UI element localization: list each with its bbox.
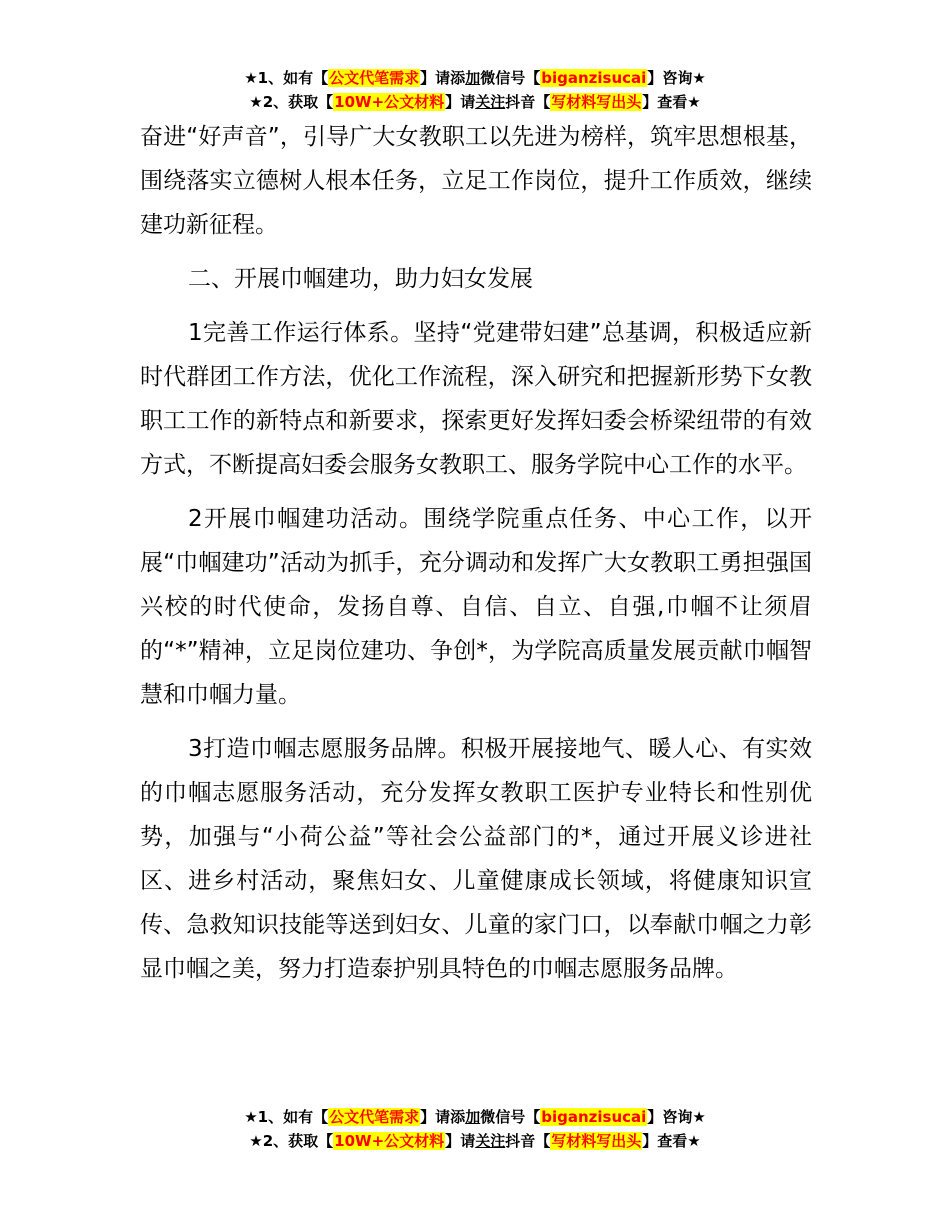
bracket: 【 — [525, 69, 541, 87]
highlight-douyin-account: 写材料写出头 — [551, 93, 642, 111]
bracket: 【 — [313, 1108, 329, 1126]
bracket: 】 — [445, 1132, 461, 1150]
bracket: 】 — [445, 93, 461, 111]
bracket: 】 — [642, 93, 658, 111]
banner-text: 咨询★ — [662, 69, 706, 87]
highlight-materials: 10W+公文材料 — [334, 93, 445, 111]
banner-text: ★1、如有 — [244, 1108, 314, 1126]
banner-text: 抖音 — [505, 93, 536, 111]
paragraph-item-3: 3打造巾帼志愿服务品牌。积极开展接地气、暖人心、有实效的巾帼志愿服务活动，充分发挥女教职工医护专业特长和性别优势，加强与“小荷公益”等社会公益部门的*，通过开展义诊进社区、进乡村活动，聚焦妇女、儿童健康成长领域，将健康知识宣传、急救知识技能等送到妇女、儿童的家门口，以奉献巾帼之力彰显巾帼之美，努力打造泰护别具特色的巾帼志愿服务品牌。 — [140, 736, 812, 982]
banner-text: 微信号 — [480, 69, 526, 87]
highlight-wechat-id: biganzisucai — [541, 1108, 647, 1126]
bracket: 【 — [318, 1132, 334, 1150]
banner-text: 请添 — [435, 69, 466, 87]
bracket: 】 — [420, 1108, 436, 1126]
banner-text: ★2、获取 — [249, 1132, 319, 1150]
bracket: 【 — [318, 93, 334, 111]
bracket: 】 — [420, 69, 436, 87]
banner-text: 请添 — [435, 1108, 466, 1126]
highlight-ghostwriting: 公文代笔需求 — [329, 69, 420, 87]
banner-text: 抖音 — [505, 1132, 536, 1150]
banner-line-1 — [0, 66, 950, 90]
banner-underlined-text: 加 — [465, 69, 481, 87]
banner-text: 查看★ — [657, 93, 701, 111]
banner-underlined-text: 加 — [465, 1108, 481, 1126]
banner-text: 查看★ — [657, 1132, 701, 1150]
bracket: 】 — [642, 1132, 658, 1150]
banner-text: 请 — [460, 93, 476, 111]
banner-line-2 — [0, 1129, 950, 1153]
highlight-ghostwriting: 公文代笔需求 — [329, 1108, 420, 1126]
highlight-wechat-id: biganzisucai — [541, 69, 647, 87]
bracket: 【 — [535, 1132, 551, 1150]
document-body — [140, 115, 812, 991]
bracket: 【 — [313, 69, 329, 87]
bracket: 【 — [535, 93, 551, 111]
paragraph-continuation: 奋进“好声音”，引导广大女教职工以先进为榜样，筑牢思想根基，围绕落实立德树人根本任务，立足工作岗位，提升工作质效，继续建功新征程。 — [140, 124, 812, 238]
banner-line-2 — [0, 90, 950, 114]
bracket: 【 — [525, 1108, 541, 1126]
header-banner — [0, 66, 950, 114]
paragraph-item-2: 2开展巾帼建功活动。围绕学院重点任务、中心工作，以开展“巾帼建功”活动为抓手，充分调动和发挥广大女教职工勇担强国兴校的时代使命，发扬自尊、自信、自立、自强,巾帼不让须眉的“*”精神，立足岗位建功、争创*，为学院高质量发展贡献巾帼智慧和巾帼力量。 — [140, 506, 812, 708]
banner-line-1 — [0, 1105, 950, 1129]
paragraph-item-1: 1完善工作运行体系。坚持“党建带妇建”总基调，积极适应新时代群团工作方法，优化工作流程，深入研究和把握新形势下女教职工工作的新特点和新要求，探索更好发挥妇委会桥梁纽带的有效方式，不断提高妇委会服务女教职工、服务学院中心工作的水平。 — [140, 320, 812, 478]
banner-underlined-text: 关注 — [475, 1132, 506, 1150]
banner-text: ★2、获取 — [249, 93, 319, 111]
banner-text: 请 — [460, 1132, 476, 1150]
bracket: 】 — [647, 69, 663, 87]
banner-text: 咨询★ — [662, 1108, 706, 1126]
highlight-materials: 10W+公文材料 — [334, 1132, 445, 1150]
bracket: 】 — [647, 1108, 663, 1126]
footer-banner — [0, 1105, 950, 1153]
highlight-douyin-account: 写材料写出头 — [551, 1132, 642, 1150]
banner-text: 微信号 — [480, 1108, 526, 1126]
banner-text: ★1、如有 — [244, 69, 314, 87]
section-heading: 二、开展巾帼建功，助力妇女发展 — [188, 266, 533, 292]
banner-underlined-text: 关注 — [475, 93, 506, 111]
